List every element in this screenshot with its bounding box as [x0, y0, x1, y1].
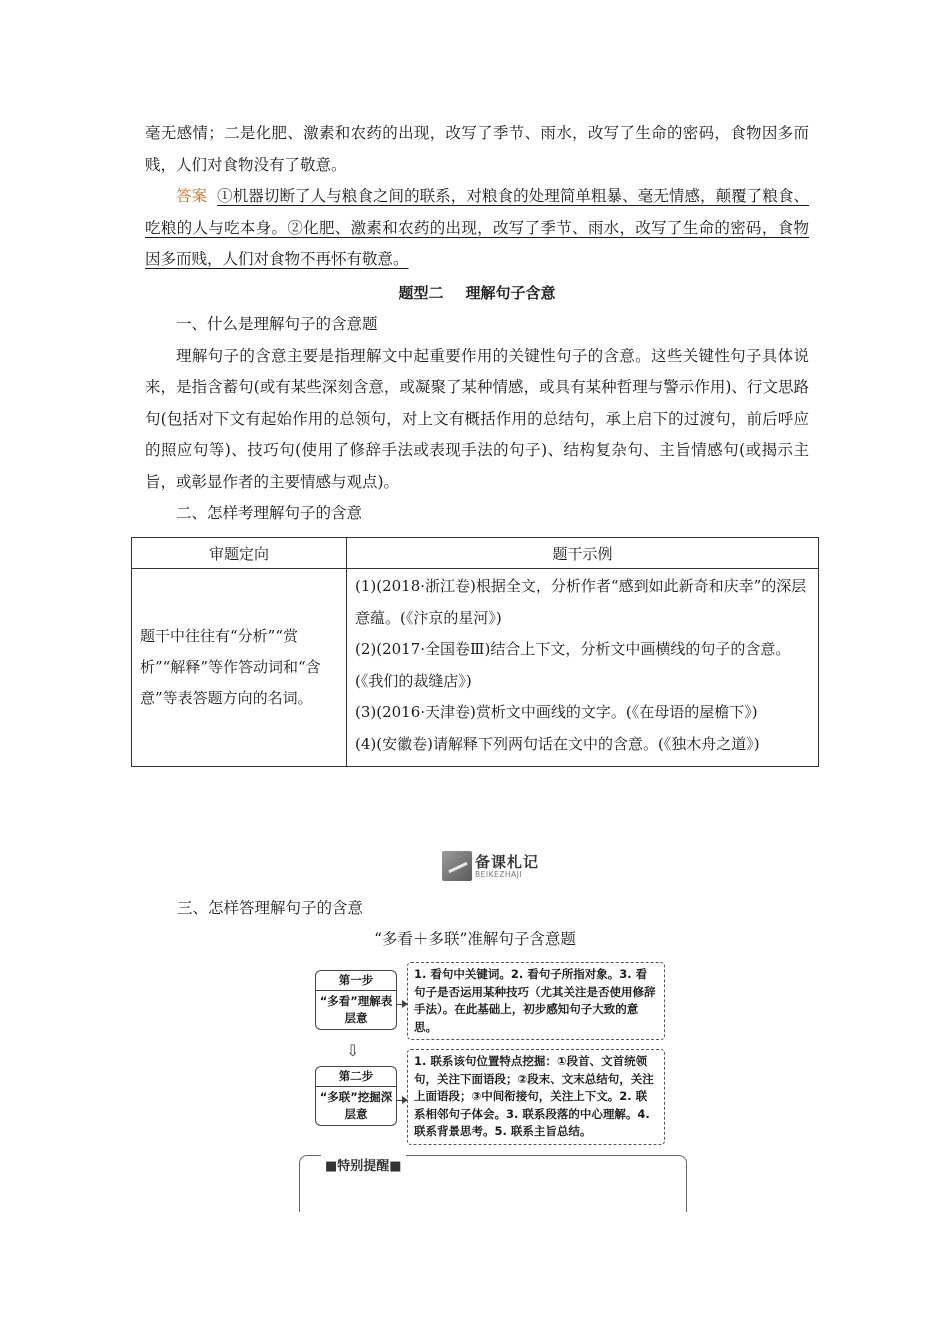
table-row [132, 569, 819, 767]
continued-paragraph: 毫无感情；二是化肥、激素和农药的出现，改写了季节、雨水，改写了生命的密码，食物因多而贱，人们对食物没有了敬意。 [145, 124, 809, 174]
question-table [131, 537, 819, 767]
section-name: 理解句子含意 [465, 283, 556, 302]
step-2-label: 第二步 [316, 1067, 396, 1087]
step-2-details: 1. 联系该句位置特点挖掘：①段首、文首统领句，关注下面语段；②段末、文末总结句，关注上面语段；③中间衔接句，关注上下文。2. 联系相邻句子体会。3. 联系段落的中心理解。4. 联系背景思考。5. 联系主旨总结。 [407, 1049, 665, 1145]
table-header-row [132, 538, 819, 569]
answer-block [145, 181, 809, 276]
reminder-label: ■特别提醒■ [321, 1155, 406, 1174]
page-body [145, 118, 809, 530]
example-item: (4)(安徽卷)请解释下列两句话在文中的含意。(《独木舟之道》) [355, 734, 760, 753]
step-1-box [315, 970, 397, 1030]
step-1-details: 1. 看句中关键词。2. 看句子所指对象。3. 看句子是否运用某种技巧（尤其关注是否使用修辞手法）。在此基础上，初步感知句子大致的意思。 [407, 962, 665, 1040]
heading-2: 二、怎样考理解句子的含意 [176, 504, 363, 522]
example-item: (3)(2016·天津卷)赏析文中画线的文字。(《在母语的屋檐下》) [355, 703, 758, 721]
section-title [145, 278, 809, 310]
examples-cell [347, 569, 819, 767]
lesson-notes-badge [442, 851, 540, 881]
answer-label: 答案 [176, 187, 208, 205]
right-arrow-icon [396, 1100, 406, 1101]
right-arrow-icon [396, 1004, 406, 1005]
step-1-label: 第一步 [316, 971, 396, 991]
direction-cell: 题干中往往有“分析”“赏析”“解释”等作答动词和“含意”等表答题方向的名词。 [132, 569, 347, 767]
definition-paragraph: 理解句子的含意主要是指理解文中起重要作用的关键性句子的含意。这些关键性句子具体说来，是指含蓄句(或有某些深刻含意，或凝聚了某种情感，或具有某种哲理与警示作用)、行文思路句(包括对下文有起始作用的总领句，对上文有概括作用的总结句，承上启下的过渡句，前后呼应的照应句等)、技巧句(使用了修辞手法或表现手法的句子)、结构复杂句、主旨情感句(或揭示主旨，或彰显作者的主要情感与观点)。 [145, 346, 809, 491]
heading-1: 一、什么是理解句子的含意题 [176, 315, 378, 333]
badge-title: 备课札记 [475, 853, 540, 871]
answer-text: ①机器切断了人与粮食之间的联系，对粮食的处理简单粗暴、毫无情感，颠覆了粮食、吃粮的人与吃本身。②化肥、激素和农药的出现，改写了季节、雨水，改写了生命的密码，食物因多而贱，人们对食物不再怀有敬意。 [145, 187, 809, 268]
heading-3: 三、怎样答理解句子的含意 [177, 899, 364, 917]
section-type: 题型二 [398, 283, 444, 302]
table-header-direction: 审题定向 [132, 538, 347, 569]
example-item: (1)(2018·浙江卷)根据全文，分析作者“感到如此新奇和庆幸”的深层意蕴。(《汴京的星河》) [355, 577, 807, 627]
diagram-title: “多看＋多联”准解句子含意题 [374, 930, 576, 948]
step-2-box [315, 1066, 397, 1126]
step-2-desc: “多联”挖掘深层意 [319, 1090, 393, 1121]
example-item: (2)(2017·全国卷Ⅲ)结合上下文，分析文中画横线的句子的含意。(《我们的裁缝店》) [355, 640, 791, 690]
notes-logo-icon [442, 851, 472, 881]
step-1-desc: “多看”理解表层意 [319, 994, 393, 1025]
down-arrow-icon: ⇩ [346, 1041, 360, 1060]
badge-subtitle: BEIKEZHAJI [475, 870, 523, 879]
table-header-examples: 题干示例 [347, 538, 819, 569]
